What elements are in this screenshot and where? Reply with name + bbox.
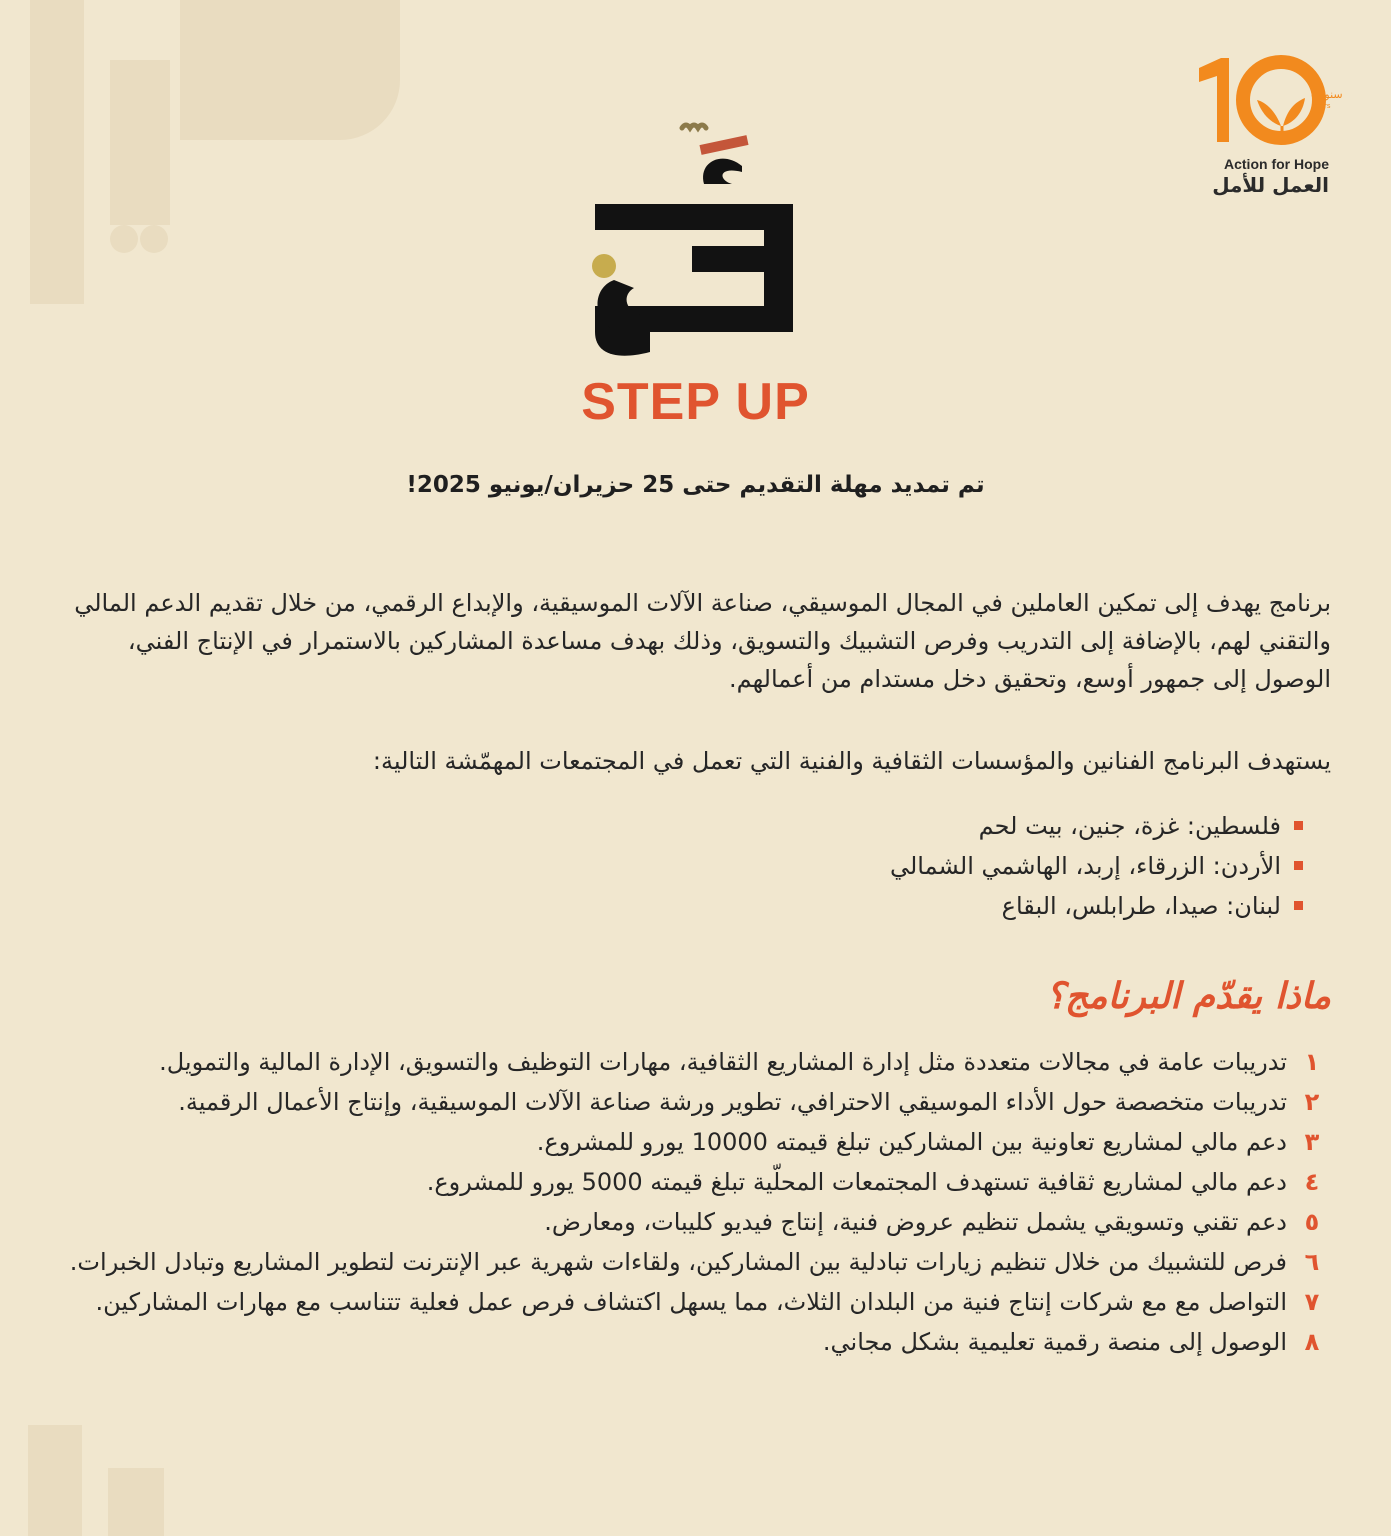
background-decoration (180, 0, 400, 140)
item-text: دعم تقني وتسويقي يشمل تنظيم عروض فنية، إنتاج فيديو كليبات، ومعارض. (544, 1208, 1287, 1236)
action-for-hope-logo (1199, 56, 1343, 197)
item-number: ٧ (1304, 1288, 1320, 1316)
item-text: تدريبات عامة في مجالات متعددة مثل إدارة المشاريع الثقافية، مهارات التوظيف والتسويق، الإدارة المالية والتمويل. (159, 1048, 1287, 1076)
section-title: ماذا يقدّم البرنامج؟ (1045, 976, 1331, 1017)
item-number: ٤ (1304, 1168, 1320, 1196)
partner-name-en: Action for Hope (1224, 156, 1329, 172)
item-text: دعم مالي لمشاريع ثقافية تستهدف المجتمعات المحلّية تبلغ قيمته 5000 يورو للمشروع. (426, 1168, 1287, 1196)
item-number: ٢ (1304, 1088, 1320, 1116)
list-item: فلسطين: غزة، جنين، بيت لحم (703, 806, 1303, 846)
list-item (61, 1202, 1331, 1242)
list-item (61, 1162, 1331, 1202)
list-item: الأردن: الزرقاء، إربد، الهاشمي الشمالي (703, 846, 1303, 886)
offers-list (61, 1042, 1331, 1362)
program-title: STEP UP (581, 373, 810, 431)
background-decoration (110, 60, 170, 225)
countries-list (703, 806, 1303, 926)
list-item (61, 1242, 1331, 1282)
background-decoration (110, 225, 138, 253)
item-text: التواصل مع مع شركات إنتاج فنية من البلدان الثلاث، مما يسهل اكتشاف فرص عمل فعلية تتناسب مع مهارات المشاركين. (95, 1288, 1287, 1316)
ten-years-icon (1199, 56, 1343, 146)
item-number: ١ (1304, 1048, 1320, 1076)
target-description: يستهدف البرنامج الفنانين والمؤسسات الثقافية والفنية التي تعمل في المجتمعات المهمّشة التالية: (372, 747, 1331, 775)
background-decoration (140, 225, 168, 253)
list-item (61, 1122, 1331, 1162)
background-decoration (30, 0, 84, 304)
list-item (61, 1282, 1331, 1322)
deadline-notice: تم تمديد مهلة التقديم حتى 25 حزيران/يونيو 2025! (406, 472, 985, 498)
program-description: برنامج يهدف إلى تمكين العاملين في المجال الموسيقي، صناعة الآلات الموسيقية، والإبداع الرقمي، من خلال تقديم الدعم المالي والتقني لهم، بالإضافة إلى التدريب وفرص التشبيك والتسويق، وذلك بهدف مساعدة المشاركين بالاستمرار في الإنتاج الفني، الوصول إلى جمهور أوسع، وتحقيق دخل مستدام من أعمالهم. (74, 589, 1331, 693)
years-ar-label: سنوات (1311, 88, 1343, 101)
item-number: ٥ (1304, 1208, 1320, 1236)
item-text: فرص للتشبيك من خلال تنظيم زيارات تبادلية بين المشاركين، ولقاءات شهرية عبر الإنترنت لتطوير المشاريع وتبادل الخبرات. (69, 1248, 1287, 1276)
background-decoration (28, 1425, 82, 1536)
item-text: دعم مالي لمشاريع تعاونية بين المشاركين تبلغ قيمته 10000 يورو للمشروع. (536, 1128, 1287, 1156)
list-item (61, 1322, 1331, 1362)
step-up-arabic-calligraphy-icon (590, 120, 800, 360)
item-text: تدريبات متخصصة حول الأداء الموسيقي الاحترافي، تطوير ورشة صناعة الآلات الموسيقية، وإنتاج الأعمال الرقمية. (178, 1088, 1287, 1116)
partner-name-ar: العمل للأمل (1212, 173, 1329, 197)
item-text: الوصول إلى منصة رقمية تعليمية بشكل مجاني. (822, 1328, 1287, 1356)
list-item: لبنان: صيدا، طرابلس، البقاع (703, 886, 1303, 926)
item-number: ٣ (1304, 1128, 1320, 1156)
years-en-label: Years (1312, 102, 1331, 110)
item-number: ٦ (1304, 1248, 1320, 1276)
list-item (61, 1082, 1331, 1122)
background-decoration (108, 1468, 164, 1536)
item-number: ٨ (1304, 1328, 1320, 1356)
list-item (61, 1042, 1331, 1082)
